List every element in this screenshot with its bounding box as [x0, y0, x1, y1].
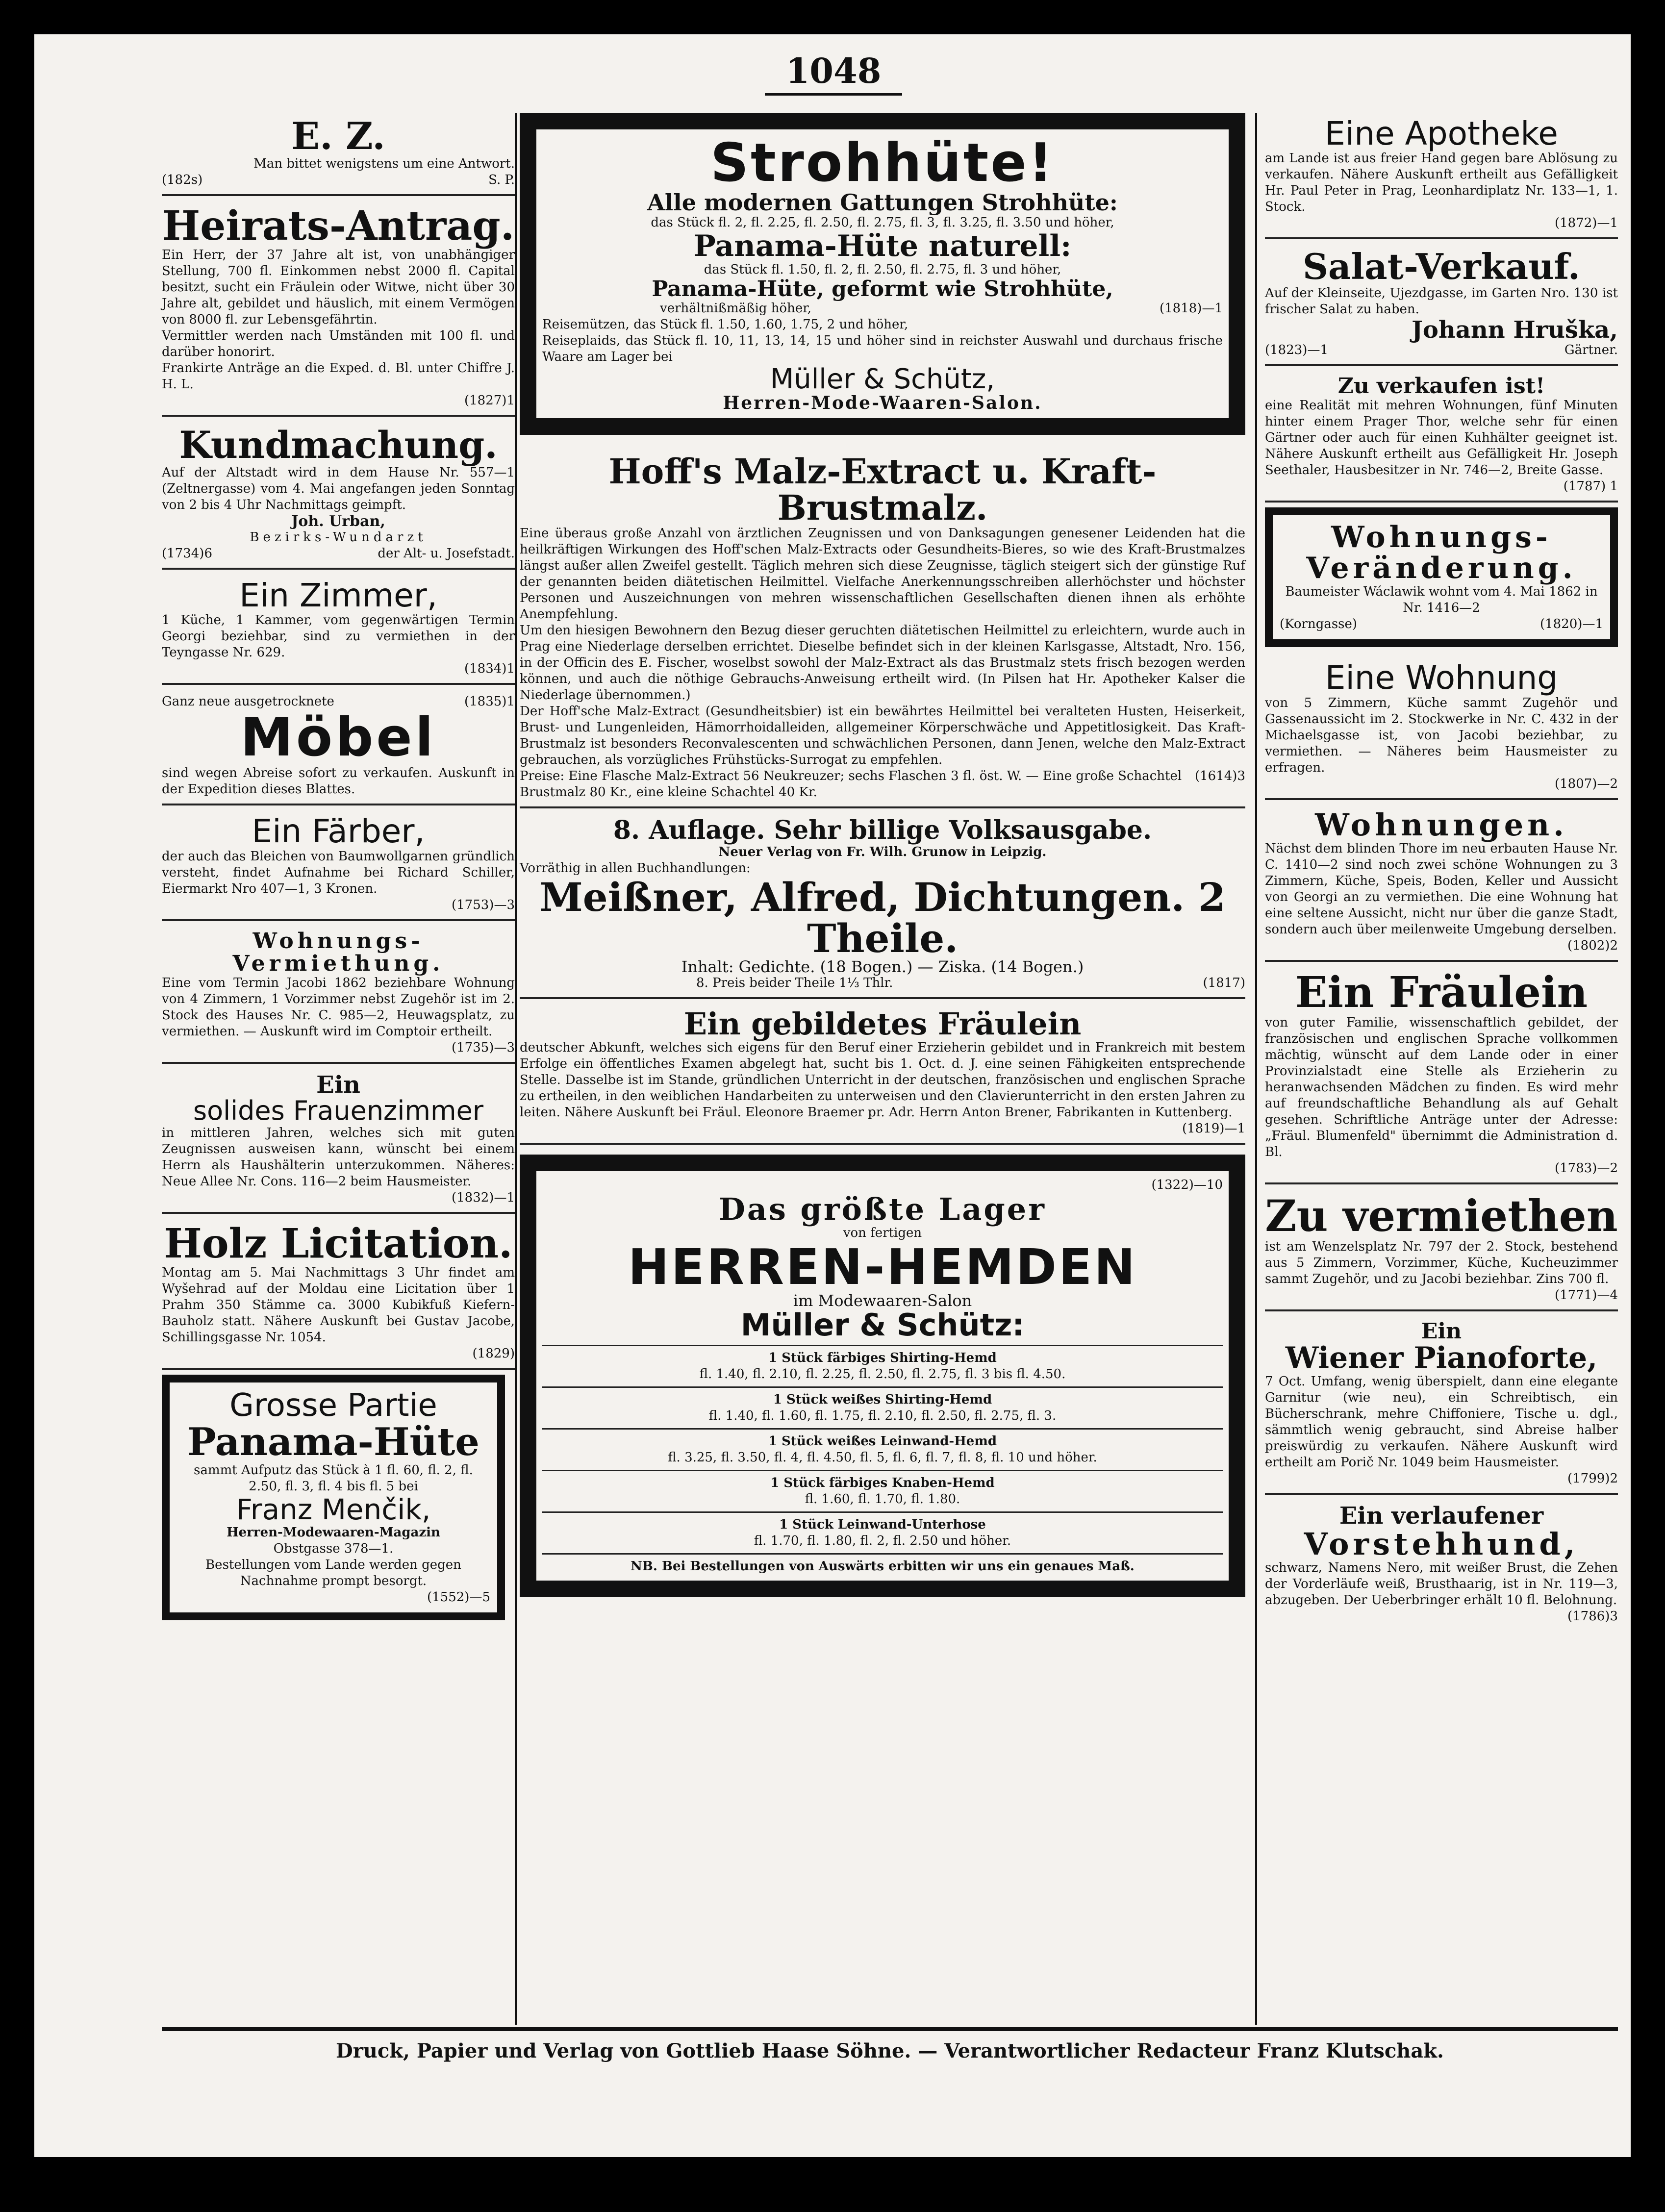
ad-number: (1753)—3	[452, 897, 515, 912]
ad-zimmer	[162, 575, 515, 685]
ad-signer-district: der Alt- u. Josefstadt.	[378, 546, 515, 561]
ad-wohnungs-vermiethung	[162, 926, 515, 1064]
divider	[542, 1470, 1223, 1471]
ad-wohnungs-veraenderung	[1265, 507, 1618, 647]
ad-number: (1834)1	[464, 661, 515, 676]
column-rule-1	[515, 113, 517, 2025]
ad-number: (1827)1	[464, 393, 515, 408]
ad-text: Auf der Altstadt wird in dem Hause Nr. 557—1 (Zeltnergasse) vom 4. Mai angefangen jeden Sonntag von 2 bis 4 Uhr Nachmittags geimpft.	[162, 465, 515, 512]
ad-contents: Inhalt: Gedichte. (18 Bogen.) — Ziska. (14 Bogen.)	[681, 957, 1084, 977]
divider	[542, 1428, 1223, 1430]
ad-strohhuete	[520, 113, 1245, 435]
ad-text-2: Vermittler werden nach Umständen mit 100 fl. und darüber honorirt.	[162, 328, 515, 359]
ad-publisher: Neuer Verlag von Fr. Wilh. Grunow in Leipzig.	[718, 845, 1047, 860]
ad-text: sammt Aufputz das Stück à 1 fl. 60, fl. 2, fl. 2.50, fl. 3, fl. 4 bis fl. 5 bei	[194, 1463, 473, 1494]
ad-title: Hoff's Malz-Extract u. Kraft-Brustmalz.	[608, 451, 1157, 528]
ad-title: Zu vermiethen	[1265, 1190, 1618, 1242]
ad-book-title: Meißner, Alfred, Dichtungen. 2 Theile.	[539, 874, 1226, 962]
ad-heading-2: von fertigen	[843, 1226, 922, 1241]
ad-title: Wohnungen.	[1315, 806, 1568, 843]
ad-number: (1832)—1	[452, 1190, 515, 1206]
ad-firm: Franz Menčik,	[236, 1493, 431, 1527]
ad-moebel	[162, 690, 515, 805]
ad-text: von guter Familie, wissenschaftlich gebildet, der französischen und englischen Sprache vollkommen mächtig, wünscht auf dem Lande oder in einer Provinzialstadt eine Stelle als Erzieherin zu heranwachsenden Mädchen zu finden. Es wird mehr auf freundschaftliche Behandlung als auf Gehalt gesehen. Schriftliche Anträge unter der Adresse: „Fräul. Blumenfeld" übernimmt die Administration d. Bl.	[1265, 1015, 1618, 1160]
ad-number: (1799)2	[1567, 1471, 1618, 1486]
ad-heading-3: Panama-Hüte, geformt wie Strohhüte,	[652, 276, 1113, 302]
ad-title: Wohnungs-	[252, 928, 424, 954]
ad-line-1: das Stück fl. 2, fl. 2.25, fl. 2.50, fl. 2.75, fl. 3, fl. 3.25, fl. 3.50 und höher,	[651, 215, 1114, 230]
ad-signer: Johann Hruška,	[1412, 316, 1618, 344]
ad-prices: Preise: Eine Flasche Malz-Extract 56 Neukreuzer; sechs Flaschen 3 fl. öst. W. — Eine große Schachtel Brustmalz 80 Kr., eine kleine Schachtel 40 Kr.	[520, 769, 1182, 800]
ad-text: deutscher Abkunft, welches sich eigens für den Beruf einer Erzieherin gebildet und in Frankreich mit bestem Erfolge ein öffentliches Examen abgelegt hat, sucht bis 1. Oct. d. J. eine seinen Fähigkeiten entsprechende Stelle. Dasselbe ist im Stande, gründlichen Unterricht in der deutschen, französischen und englischen Sprache zu ertheilen, in den weiblichen Handarbeiten zu unterweisen und den Clavierunterricht in den ersten Jahren zu leiten. Nähere Auskunft bei Fräul. Eleonore Braemer pr. Adr. Herrn Anton Brener, Fabrikanten in Kuttenberg.	[520, 1040, 1245, 1120]
ad-wohnungen	[1265, 805, 1618, 962]
ad-heading-2: Panama-Hüte naturell:	[693, 228, 1072, 263]
divider	[542, 1553, 1223, 1555]
ad-title: Wohnungs-	[1331, 520, 1552, 555]
ad-firm: Müller & Schütz,	[770, 363, 995, 395]
price-5: fl. 1.70, fl. 1.80, fl. 2, fl. 2.50 und höher.	[754, 1533, 1011, 1549]
ad-pianoforte	[1265, 1316, 1618, 1495]
ad-number: (1787) 1	[1563, 479, 1618, 494]
item-5: 1 Stück Leinwand-Unterhose	[779, 1517, 986, 1533]
ad-title: Möbel	[240, 706, 436, 768]
ad-text-2: Bestellungen vom Lande werden gegen Nachnahme prompt besorgt.	[205, 1558, 461, 1589]
ad-number: (1802)2	[1567, 938, 1618, 953]
ad-zu-verkaufen	[1265, 371, 1618, 503]
ad-number: (1829)	[472, 1346, 515, 1361]
ad-number: (1835)1	[464, 694, 515, 709]
ad-title: Kundmachung.	[179, 423, 498, 467]
ad-text: von 5 Zimmern, Küche sammt Zugehör und Gassenaussicht im 2. Stockwerke in Nr. C. 432 in der Michaelsgasse ist, von Jacobi beziehbar, zu vermiethen. — Näheres beim Hausmeister zu erfragen.	[1265, 695, 1618, 775]
ad-title: Strohhüte!	[710, 132, 1055, 194]
ad-number: (1872)—1	[1555, 216, 1618, 231]
ad-price: 8. Preis beider Theile 1⅓ Thlr.	[696, 976, 893, 991]
ad-panama-menčik	[162, 1375, 505, 1620]
ad-line-2: das Stück fl. 1.50, fl. 2, fl. 2.50, fl. 2.75, fl. 3 und höher,	[704, 262, 1061, 277]
divider	[542, 1511, 1223, 1513]
ad-title-2: Panama-Hüte	[187, 1420, 479, 1465]
ad-availability: Vorräthig in allen Buchhandlungen:	[520, 861, 751, 876]
ad-herren-hemden	[520, 1155, 1245, 1597]
ad-signature: S. P.	[488, 172, 515, 187]
ad-text: der auch das Bleichen von Baumwollgarnen gründlich versteht, findet Aufnahme bei Richard Schiller, Eiermarkt Nro 407—1, 3 Kronen.	[162, 849, 515, 896]
ad-line-3: verhältnißmäßig höher,	[660, 301, 812, 316]
footer-rule	[162, 2027, 1618, 2031]
ad-shop: Herren-Modewaaren-Magazin	[227, 1525, 440, 1540]
ad-title: Grosse Partie	[229, 1387, 437, 1424]
ad-title: Zu verkaufen ist!	[1337, 374, 1545, 399]
ad-title: 8. Auflage. Sehr billige Volksausgabe.	[613, 815, 1152, 846]
ad-pretext: Ganz neue ausgetrocknete	[162, 694, 334, 709]
divider	[542, 1345, 1223, 1346]
ad-title: Ein Zimmer,	[239, 576, 437, 614]
ad-number: (1552)—5	[427, 1590, 490, 1605]
ad-title: E. Z.	[291, 114, 385, 158]
item-3: 1 Stück weißes Leinwand-Hemd	[768, 1434, 997, 1449]
ad-heiratsantrag	[162, 201, 515, 417]
ad-title: Eine Apotheke	[1325, 115, 1558, 152]
imprint-footer: Druck, Papier und Verlag von Gottlieb Haase Söhne. — Verantwortlicher Redacteur Franz Klutschak.	[336, 2039, 1444, 2062]
ad-number: (1823)—1	[1265, 343, 1328, 358]
item-1: 1 Stück färbiges Shirting-Hemd	[768, 1351, 997, 1366]
ad-number: (1818)—1	[1160, 301, 1223, 316]
ad-signer-role: Bezirks-Wundarzt	[250, 529, 427, 545]
ad-title: Holz Licitation.	[164, 1220, 513, 1268]
ad-title-2: Vermiethung.	[232, 951, 444, 976]
price-2: fl. 1.40, fl. 1.60, fl. 1.75, fl. 2.10, fl. 2.50, fl. 2.75, fl. 3.	[708, 1408, 1057, 1424]
ad-title: Ein gebildetes Fräulein	[683, 1006, 1082, 1042]
ad-number: (1819)—1	[1182, 1121, 1245, 1136]
ad-number: (1734)6	[162, 546, 212, 561]
ad-text: ist am Wenzelsplatz Nr. 797 der 2. Stock, bestehend aus 5 Zimmern, Vorzimmer, Küche, Kucheuzimmer sammt Zugehör, und zu Jacobi beziehbar. Zins 700 fl.	[1265, 1239, 1618, 1286]
right-column	[1265, 113, 1618, 1635]
middle-column	[520, 113, 1245, 1597]
ad-ein-fraeulein	[1265, 967, 1618, 1184]
ad-firm: Müller & Schütz:	[740, 1307, 1025, 1343]
ad-text: am Lande ist aus freier Hand gegen bare Ablösung zu verkaufen. Nähere Auskunft ertheilt aus Gefälligkeit Hr. Paul Peter in Prag, Leonhardiplatz Nr. 133—1, 1. Stock.	[1265, 151, 1618, 215]
ad-note: NB. Bei Bestellungen von Auswärts erbitten wir uns ein genaues Maß.	[631, 1559, 1135, 1574]
ad-hoff-malz-extract	[520, 450, 1245, 808]
ad-title-2: solides Frauenzimmer	[193, 1095, 484, 1127]
ad-frauenzimmer	[162, 1069, 515, 1214]
ad-zu-vermiethen	[1265, 1189, 1618, 1311]
ad-text: Eine vom Termin Jacobi 1862 beziehbare Wohnung von 4 Zimmern, 1 Vorzimmer nebst Zugehör ist im 2. Stock des Hauses Nr. C. 985—2, Heuwagsplatz, zu vermiethen. — Auskunft wird im Comptoir ertheilt.	[162, 976, 515, 1039]
ad-title-2: Vorstehhund,	[1304, 1526, 1579, 1562]
ad-signer-role: Gärtner.	[1564, 343, 1618, 358]
ad-ez	[162, 113, 515, 196]
ad-gebildetes-fraeulein	[520, 1004, 1245, 1145]
ad-holz-licitation	[162, 1219, 515, 1370]
ad-text: Montag am 5. Mai Nachmittags 3 Uhr findet am Wyšehrad auf der Moldau eine Licitation über 1 Prahm 350 Stämme ca. 3000 Kubikfuß Kiefern-Bauholz statt. Nähere Auskunft bei Gustav Jacobe, Schillingsgasse Nr. 1054.	[162, 1265, 515, 1345]
ad-title-2: Wiener Pianoforte,	[1285, 1340, 1598, 1375]
ad-subtitle: Alle modernen Gattungen Strohhüte:	[647, 189, 1118, 216]
ad-text-2: Um den hiesigen Bewohnern den Bezug dieser geruchten diätetischen Heilmittel zu erleichtern, wurde auch in Prag eine Niederlage derselben errichtet. Dieselbe befindet sich in der kleinen Karlsgasse, Altstadt, Nro. 156, in der Officin des E. Fischer, woselbst sowohl der Malz-Extract als das Brustmalz stets frisch bezogen werden können, und auch die nöthige Gebrauchs-Anweisung ertheilt wird. (In Pilsen hat Hr. Apotheker Kalser die Niederlage übernommen.)	[520, 623, 1245, 703]
price-1: fl. 1.40, fl. 2.10, fl. 2.25, fl. 2.50, fl. 2.75, fl. 3 bis fl. 4.50.	[699, 1367, 1066, 1382]
ad-text: Man bittet wenigstens um eine Antwort.	[253, 156, 515, 171]
ad-text: 1 Küche, 1 Kammer, vom gegenwärtigen Termin Georgi beziehbar, sind zu vermiethen in der Teyngasse Nr. 629.	[162, 612, 515, 660]
ad-salat-verkauf	[1265, 244, 1618, 366]
ad-text: Nächst dem blinden Thore im neu erbauten Hause Nr. C. 1410—2 sind noch zwei schöne Wohnungen zu 3 Zimmern, Küche, Speis, Boden, Keller und Aussicht von Georgi an zu vermiethen. Die eine Wohnung hat eine seltene Aussicht, nicht nur über die ganze Stadt, sondern auch über meilenweite Umgebung derselben.	[1265, 841, 1618, 937]
ad-title-2: Veränderung.	[1306, 551, 1577, 586]
ad-title: HERREN-HEMDEN	[628, 1238, 1137, 1296]
page-number: 1048	[765, 49, 902, 96]
ad-number: (1771)—4	[1555, 1287, 1618, 1303]
ad-text: Auf der Kleinseite, Ujezdgasse, im Garten Nro. 130 ist frischer Salat zu haben.	[1265, 285, 1618, 317]
ad-number: (1783)—2	[1555, 1161, 1618, 1176]
left-column	[162, 113, 515, 1620]
ad-salon: Herren-Mode-Waaren-Salon.	[723, 392, 1042, 413]
ad-title: Ein Färber,	[252, 812, 425, 851]
ad-text: Ein Herr, der 37 Jahre alt ist, von unabhängiger Stellung, 700 fl. Einkommen nebst 2000 fl. Capital besitzt, sucht ein Fräulein oder Witwe, nicht über 30 Jahre alt, gebildet und häuslich, mit einem Vermögen von 8000 fl. zur Lebensgefährtin.	[162, 247, 515, 327]
ad-text: Baumeister Wáclawik wohnt vom 4. Mai 1862 in Nr. 1416—2	[1285, 584, 1598, 616]
ad-address: (Korngasse)	[1280, 617, 1358, 632]
ad-number: (1614)3	[1195, 769, 1245, 784]
ad-title: Salat-Verkauf.	[1303, 246, 1580, 288]
ad-line-5: Reiseplaids, das Stück fl. 10, 11, 13, 14, 15 und höher sind in reichster Auswahl und durchaus frische Waare am Lager bei	[542, 333, 1223, 364]
ad-number: (1807)—2	[1555, 776, 1618, 791]
ad-kundmachung	[162, 422, 515, 570]
ad-text-3: Frankirte Anträge an die Exped. d. Bl. unter Chiffre J. H. L.	[162, 360, 515, 392]
item-4: 1 Stück färbiges Knaben-Hemd	[770, 1476, 995, 1491]
ad-apotheke	[1265, 113, 1618, 239]
ad-eine-wohnung	[1265, 657, 1618, 800]
column-rule-2	[1255, 113, 1257, 2025]
ad-title: Ein Fräulein	[1295, 967, 1588, 1017]
ad-number: (1322)—10	[1151, 1178, 1223, 1193]
ad-title: Heirats-Antrag.	[162, 202, 515, 250]
ad-number: (1786)3	[1567, 1609, 1618, 1624]
ad-text: sind wegen Abreise sofort zu verkaufen. Auskunft in der Expedition dieses Blattes.	[162, 766, 515, 797]
ad-text: schwarz, Namens Nero, mit weißer Brust, die Zehen der Vorderläufe weiß, Brusthaarig, ist in Nr. 119—3, abzugeben. Der Ueberbringer erhält 10 fl. Belohnung.	[1265, 1560, 1618, 1608]
ad-number: (1735)—3	[452, 1040, 515, 1056]
ad-text: in mittleren Jahren, welches sich mit guten Zeugnissen ausweisen kann, wünscht bei einem Herrn als Haushälterin unterzukommen. Näheres: Neue Allee Nr. Cons. 116—2 beim Hausmeister.	[162, 1126, 515, 1189]
price-4: fl. 1.60, fl. 1.70, fl. 1.80.	[805, 1492, 960, 1507]
ad-address: Obstgasse 378—1.	[273, 1541, 394, 1557]
ad-number: (1817)	[1203, 976, 1245, 991]
ad-volksausgabe	[520, 813, 1245, 999]
ad-title: Ein	[316, 1071, 360, 1099]
ad-heading-1: Das größte Lager	[719, 1191, 1046, 1228]
ad-title: Ein verlaufener	[1339, 1502, 1544, 1530]
item-2: 1 Stück weißes Shirting-Hemd	[773, 1392, 992, 1408]
ad-line-4: Reisemützen, das Stück fl. 1.50, 1.60, 1.75, 2 und höher,	[542, 317, 908, 332]
ad-signer: Joh. Urban,	[291, 512, 385, 530]
price-3: fl. 3.25, fl. 3.50, fl. 4, fl. 4.50, fl. 5, fl. 6, fl. 7, fl. 8, fl. 10 und höher.	[668, 1450, 1097, 1465]
ad-vorstehhund	[1265, 1500, 1618, 1631]
ad-number: (182s)	[162, 172, 203, 187]
ad-heading-3: im Modewaaren-Salon	[793, 1291, 972, 1310]
ad-number: (1820)—1	[1540, 617, 1603, 632]
ad-text: 7 Oct. Umfang, wenig überspielt, dann eine elegante Garnitur (wie neu), ein Schreibtisch, ein Bücherschrank, mehre Chiffoniere, Tische u. dgl., sämmtlich wenig gebraucht, sind Abreise halber preiswürdig zu verkaufen. Nähere Auskunft wird ertheilt am Porič Nr. 1049 beim Hausmeister.	[1265, 1374, 1618, 1470]
divider	[542, 1386, 1223, 1388]
ad-text: Eine überaus große Anzahl von ärztlichen Zeugnissen und von Danksagungen genesener Leidenden hat die heilkräftigen Wirkungen des Hoff'schen Malz-Extracts oder Gesundheits-Bieres, so wie des Kraft-Brustmalzes längst außer allen Zweifel gestellt. Täglich mehren sich diese Zeugnisse, täglich steigert sich der günstige Ruf der genannten beiden diätetischen Heilmittel. Vielfache Anerkennungsschreiben allerhöchster und höchster Personen und Auszeichnungen von mehren wissenschaftlichen Gesellschaften dienen ihnen als erhöhte Anempfehlung.	[520, 526, 1245, 622]
ad-text: eine Realität mit mehren Wohnungen, fünf Minuten hinter einem Prager Thor, welche sehr für einen Gärtner oder auch für einen Kuhhälter geeignet ist. Nähere Auskunft ertheilt aus Gefälligkeit Hr. Joseph Seethaler, Hausbesitzer in Nr. 746—2, Breite Gasse.	[1265, 398, 1618, 478]
ad-text-3: Der Hoff'sche Malz-Extract (Gesundheitsbier) ist ein bewährtes Heilmittel bei veralteten Husten, Heiserkeit, Brust- und Lungenleiden, Hämorrhoidalleiden, allgemeiner Körperschwäche und Appetitlosigkeit. Das Kraft-Brustmalz ist besonders Reconvalescenten und schwächlichen Personen, dann Jenen, welche den Malz-Extract gebrauchen, als vorzügliches Frühstücks-Surrogat zu empfehlen.	[520, 704, 1245, 768]
ad-title: Ein	[1421, 1318, 1462, 1344]
ad-title: Eine Wohnung	[1325, 659, 1558, 697]
ad-faerber	[162, 810, 515, 921]
